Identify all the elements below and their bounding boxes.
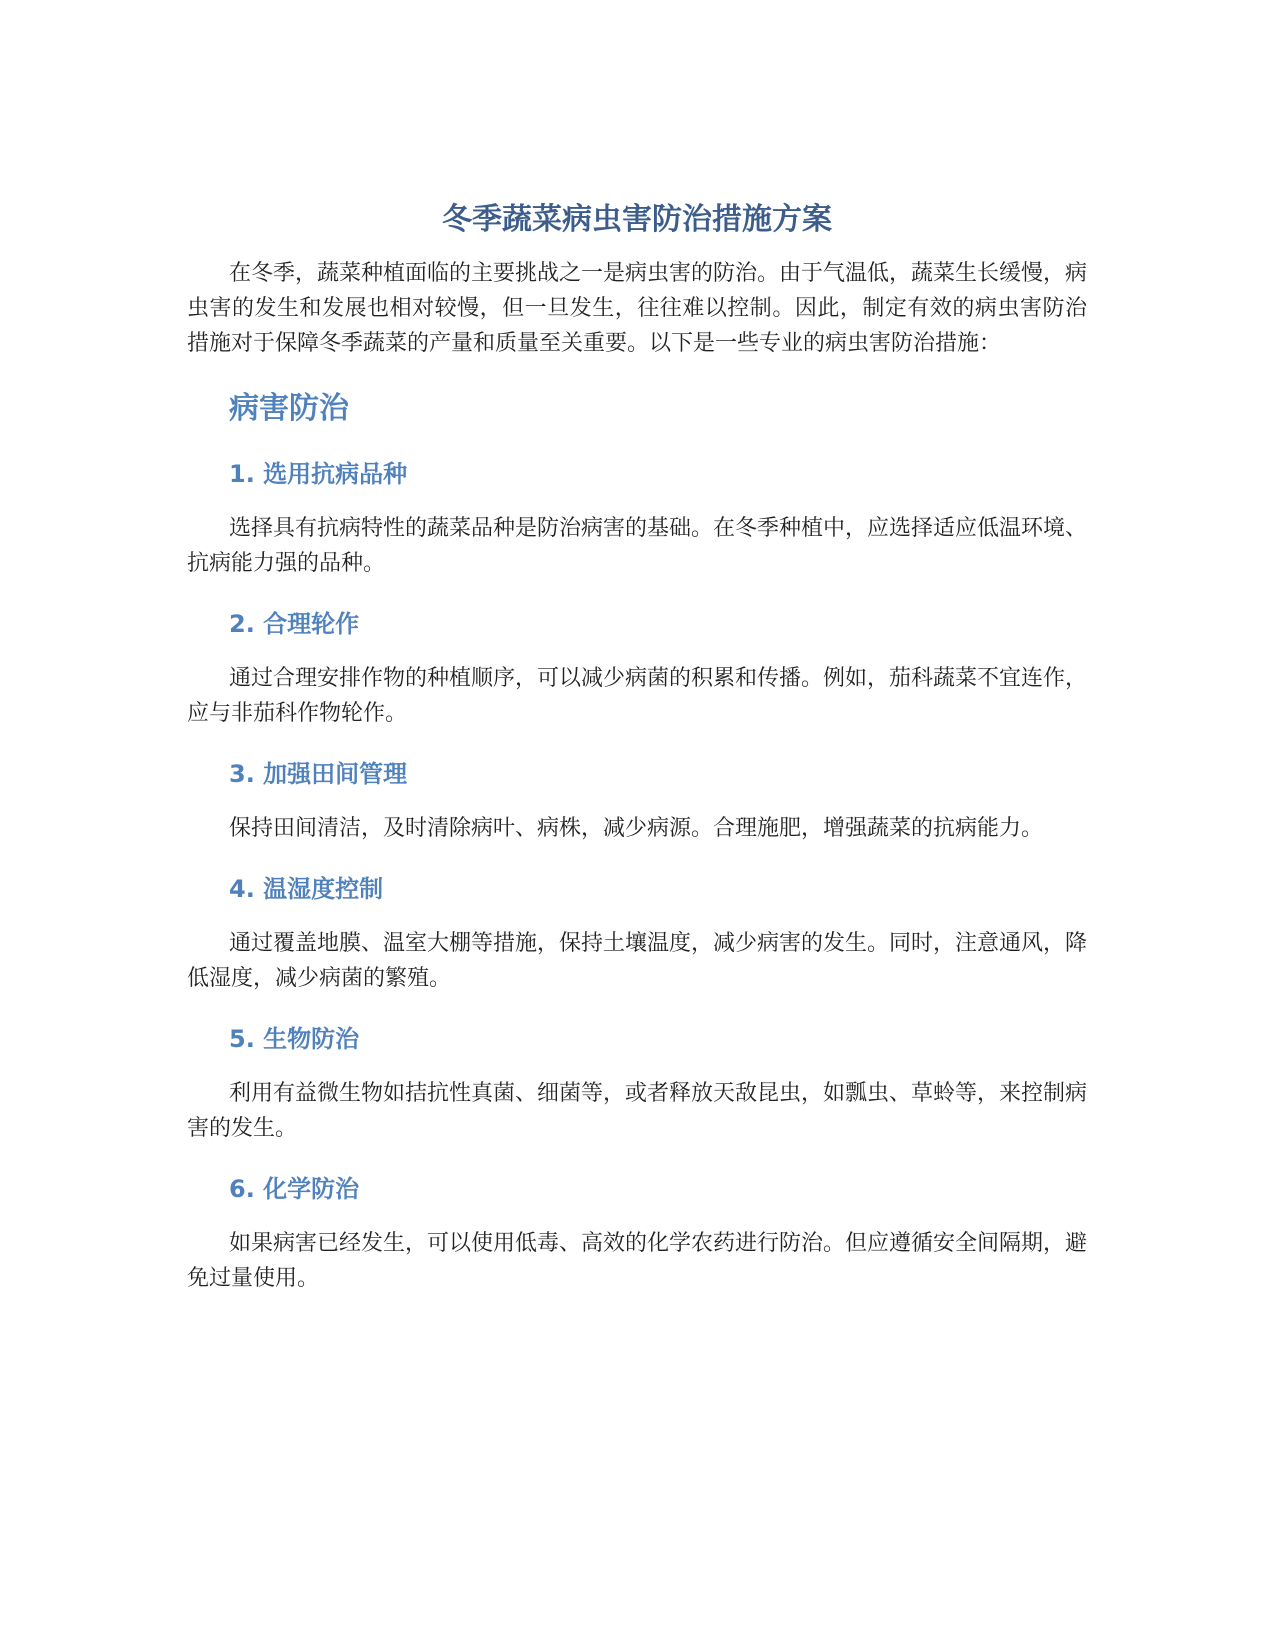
measure-body: 利用有益微生物如拮抗性真菌、细菌等，或者释放天敌昆虫，如瓢虫、草蛉等，来控制病害的发生。: [187, 1081, 1088, 1141]
measure-heading: 3. 加强田间管理: [229, 760, 408, 788]
measure-body: 通过合理安排作物的种植顺序，可以减少病菌的积累和传播。例如，茄科蔬菜不宜连作，应与非茄科作物轮作。: [187, 666, 1088, 726]
measure-heading: 1. 选用抗病品种: [229, 460, 408, 488]
measure-heading: 5. 生物防治: [229, 1025, 360, 1053]
intro-paragraph: 在冬季，蔬菜种植面临的主要挑战之一是病虫害的防治。由于气温低，蔬菜生长缓慢，病虫害的发生和发展也相对较慢，但一旦发生，往往难以控制。因此，制定有效的病虫害防治措施对于保障冬季蔬菜的产量和质量至关重要。以下是一些专业的病虫害防治措施：: [187, 261, 1088, 356]
measure-heading: 2. 合理轮作: [229, 610, 360, 638]
measure-item-1: [187, 457, 1087, 581]
measure-body: 选择具有抗病特性的蔬菜品种是防治病害的基础。在冬季种植中，应选择适应低温环境、抗病能力强的品种。: [187, 516, 1088, 576]
measure-item-3: [187, 757, 1087, 846]
measure-item-4: [187, 872, 1087, 996]
measure-heading: 6. 化学防治: [229, 1175, 360, 1203]
measure-body: 保持田间清洁，及时清除病叶、病株，减少病源。合理施肥，增强蔬菜的抗病能力。: [229, 816, 1044, 841]
document-title: 冬季蔬菜病虫害防治措施方案: [442, 202, 832, 237]
measure-body: 如果病害已经发生，可以使用低毒、高效的化学农药进行防治。但应遵循安全间隔期，避免过量使用。: [187, 1231, 1088, 1291]
section-heading-disease-control: 病害防治: [229, 391, 349, 426]
measure-item-5: [187, 1022, 1087, 1146]
document-content: [187, 196, 1087, 1296]
measure-item-6: [187, 1172, 1087, 1296]
measure-body: 通过覆盖地膜、温室大棚等措施，保持土壤温度，减少病害的发生。同时，注意通风，降低湿度，减少病菌的繁殖。: [187, 931, 1088, 991]
measure-heading: 4. 温湿度控制: [229, 875, 384, 903]
measure-item-2: [187, 607, 1087, 731]
